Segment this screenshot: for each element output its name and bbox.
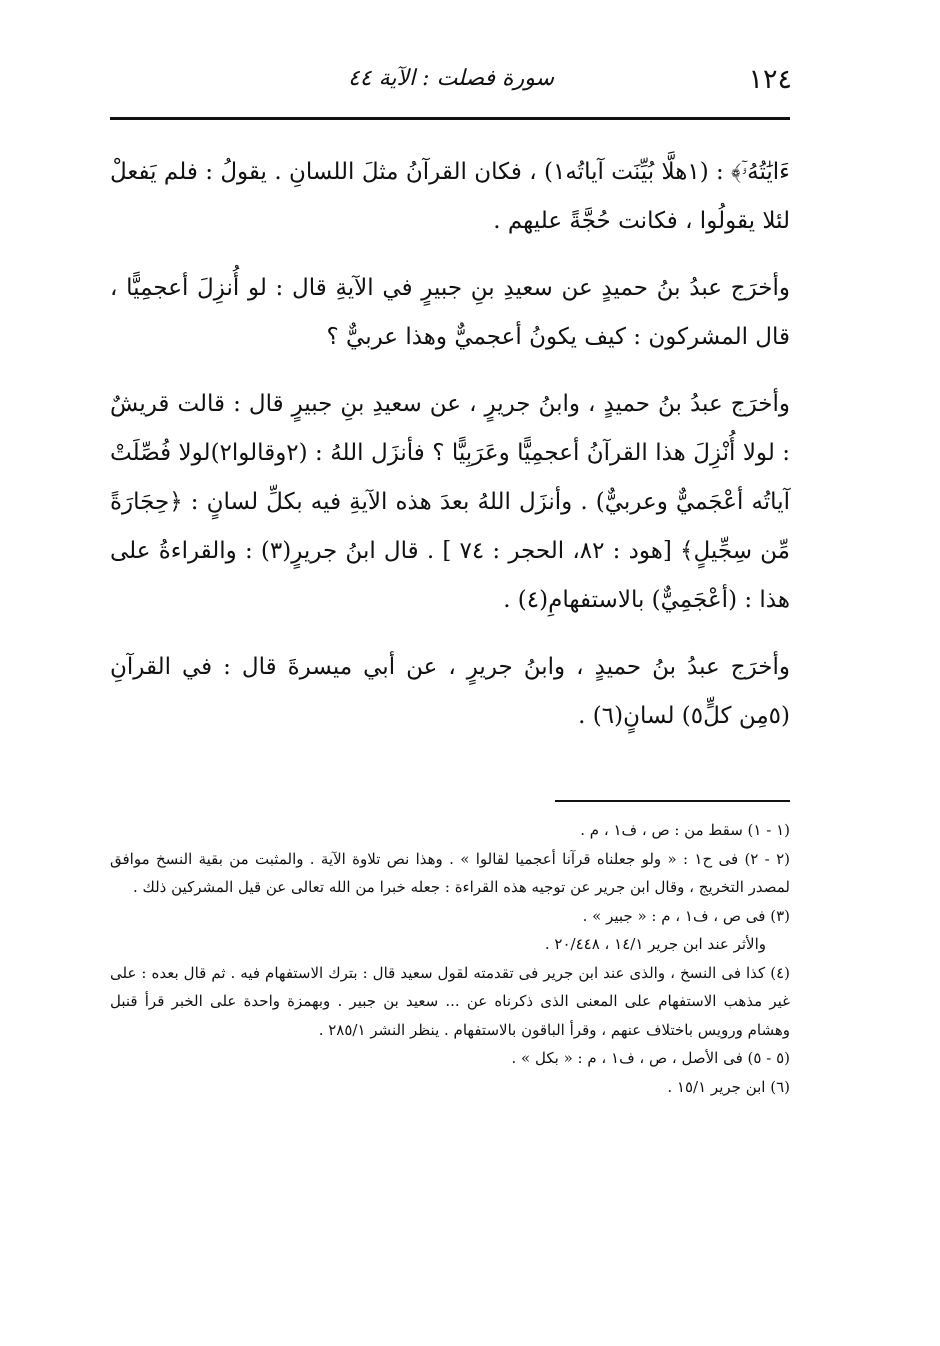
page-number: ١٢٤ — [748, 64, 792, 95]
footnote-2: (٢ - ٢) فى ح١ : « ولو جعلناه قرآنا أعجميا لقالوا » . وهذا نص تلاوة الآية . والمثبت من بقية النسخ موافق لمصدر التخريج ، وقال ابن جرير عن توجيه هذه القراءة : جعله خبرا من الله تعالى عن قيل المشركين ذلك . — [110, 849, 791, 896]
footnote-3: (٣) فى ص ، ف١ ، م : « جبير » . — [582, 906, 790, 925]
paragraph-3: وأخرَج عبدُ بنُ حميدٍ ، وابنُ جريرٍ ، عن سعيدِ بنِ جبيرٍ قال : قالت قريشٌ : لولا أُنْزِلَ هذا القرآنُ أعجمِيًّا وعَرَبِيًّا ؟ فأنزَل اللهُ : (٢وقالوا٢)لولا فُصِّلَتْ آياتُه أعْجَميٌّ وعربيٌّ) . وأنزَل اللهُ بعدَ هذه الآيةِ فيه بكلِّ لسانٍ : ﴿حِجَارَةً مِّن سِجِّيلٍ﴾ [هود : ٨٢، الحجر : ٧٤ ] . قال ابنُ جريرٍ(٣) : والقراءةُ على هذا : (أعْجَمِيٌّ) بالاستفهامِ(٤) . — [110, 391, 790, 613]
footnote-5: (٥ - ٥) فى الأصل ، ص ، ف١ ، م : « بكل » . — [511, 1049, 790, 1067]
paragraph-4: وأخرَج عبدُ بنُ حميدٍ ، وابنُ جريرٍ ، عن أبي ميسرةَ قال : في القرآنِ (٥مِن كلٍّ٥) لسانٍ(٦) . — [110, 654, 790, 729]
running-title: سورة فصلت : الآية ٤٤ — [347, 66, 555, 91]
footnote-6: (٦) ابن جرير ١٥/١ . — [667, 1077, 790, 1096]
main-text — [110, 148, 790, 759]
footnote-1: (١ - ١) سقط من : ص ، ف١ ، م . — [580, 821, 790, 839]
paragraph-1: ءَايَٰتُهُۥٓ﴾ : (١هلَّا بُيِّنَت آياتُه١) ، فكان القرآنُ مثلَ اللسانِ . يقولُ : فلم يَفعلْ لئلا يقولُوا ، فكانت حُجَّةً عليهم . — [110, 159, 790, 234]
paragraph-2: وأخرَج عبدُ بنُ حميدٍ عن سعيدِ بنِ جبيرٍ في الآيةِ قال : لو أُنزِلَ أعجمِيًّا ، قال المشركون : كيف يكونُ أعجميٌّ وهذا عربيٌّ ؟ — [110, 275, 790, 350]
footnote-3-continuation: والأثر عند ابن جرير ١٤/١ ، ٢٠/٤٤٨ . — [544, 935, 766, 953]
page-header — [110, 64, 792, 100]
header-rule — [110, 117, 790, 120]
footnotes — [110, 816, 790, 1101]
footnote-4: (٤) كذا فى النسخ ، والذى عند ابن جرير فى تقدمته لقول سعيد قال : بترك الاستفهام فيه . ثم قال بعده : على غير مذهب الاستفهام على المعنى الذى ذكرناه عن ... سعيد بن جبير . وبهمزة واحدة على الخبر قرأ قنبل وهشام ورويس باختلاف عنهم ، وقرأ الباقون بالاستفهام . ينظر النشر ٢٨٥/١ . — [110, 963, 790, 1039]
footnote-separator — [555, 800, 790, 802]
